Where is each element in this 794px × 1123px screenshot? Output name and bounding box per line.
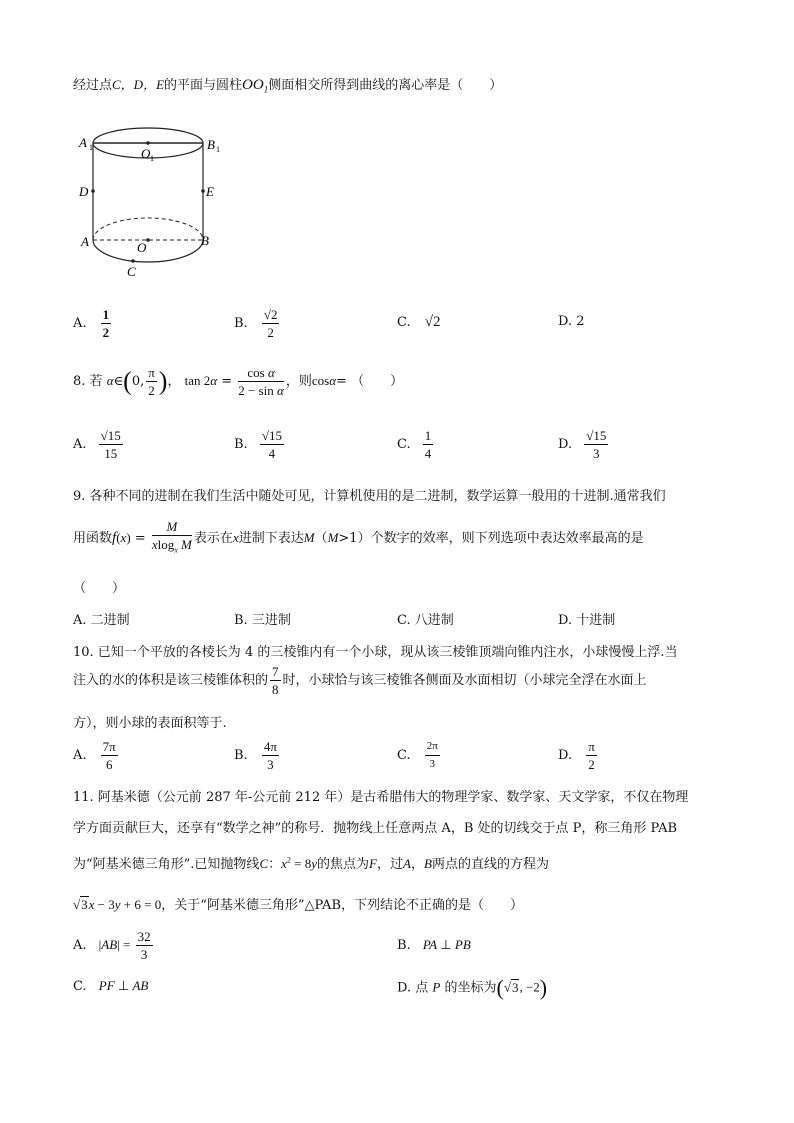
label-a1: A: [79, 135, 87, 150]
q11-option-c[interactable]: C. PF ⊥ AB: [73, 978, 149, 994]
label-c: C: [127, 264, 136, 279]
q9-line3: （ ）: [73, 581, 126, 596]
q8-option-a[interactable]: A. $\frac{√15}{15}$: [73, 428, 121, 461]
q7-option-d[interactable]: D. 2: [558, 314, 585, 329]
label-o: O: [137, 240, 147, 255]
q11-line4: √3x − 3y + 6 = 0，关于“阿基米德三角形”△PAB，下列结论不正确的是（ ）: [73, 897, 524, 913]
q7-stem: 经过点C，D，E的平面与圆柱$OO_1$侧面相交所得到曲线的离心率是（ ）: [73, 77, 503, 95]
q11-line1: 11. 阿基米德（公元前 287 年-公元前 212 年）是古希腊伟大的物理学家、数学家、天文学家，不仅在物理: [73, 790, 689, 805]
q8-option-d[interactable]: D. $\frac{√15}{3}$: [558, 428, 607, 461]
cylinder-figure: [75, 110, 225, 285]
q7-option-b[interactable]: B. $\frac{√2}{2}$: [234, 307, 278, 340]
label-a: A: [81, 234, 89, 249]
q9-option-d[interactable]: D. 十进制: [558, 613, 616, 628]
q9-option-a[interactable]: A. 二进制: [73, 613, 130, 628]
q9-line2: 用函数f(x) = $\frac{M}{xlog_x M}$ 表示在x进制下表达M（M>1）个数字的效率，则下列选项中表达效率最高的是: [73, 519, 644, 555]
q10-option-d[interactable]: D. $\frac{\pi}{2}$: [558, 739, 595, 772]
label-e: E: [206, 184, 214, 199]
q10-option-b[interactable]: B. $\frac{4\pi}{3}$: [234, 739, 277, 772]
svg-text:1: 1: [216, 145, 220, 154]
label-o1: O: [141, 146, 151, 161]
q7-option-a[interactable]: A. $\frac{1}{2}$: [73, 307, 110, 340]
q10-line2: 注入的水的体积是该三棱锥体积的 $\frac{7}{8}$ 时，小球恰与该三棱锥各侧面及水面相切（小球完全浮在水面上: [73, 664, 647, 697]
q9-option-c[interactable]: C. 八进制: [397, 613, 454, 628]
q8-stem: 8. 若 α∈(0, $\frac{\pi}{2}$ )， tan 2α = $\frac{\text{cos α}}{\text{2 − sin α}}$ ，则cosα= （ ）: [73, 365, 404, 398]
q8-option-b[interactable]: B. $\frac{√15}{4}$: [234, 428, 282, 461]
q9-line1: 9. 各种不同的进制在我们生活中随处可见，计算机使用的是二进制，数学运算一般用的十进制.通常我们: [73, 489, 666, 504]
q11-line2: 学方面贡献巨大，还享有“数学之神”的称号．抛物线上任意两点 A，B 处的切线交于点 P，称三角形 PAB: [73, 821, 678, 836]
q8-option-c[interactable]: C. $\frac{1}{4}$: [397, 428, 432, 461]
label-b1: B: [207, 137, 215, 152]
label-b: B: [201, 233, 209, 248]
q11-line3: 为“阿基米德三角形”.已知抛物线C：$x^2 = 8y$的焦点为F，过A，B两点的直线的方程为: [73, 855, 549, 872]
label-d: D: [79, 184, 89, 199]
svg-text:1: 1: [89, 143, 93, 152]
q11-option-a[interactable]: A. |AB| = $\frac{32}{3}$: [73, 929, 151, 962]
q7-option-c[interactable]: C. √2: [397, 314, 441, 330]
q11-option-d[interactable]: D. 点 P 的坐标为(√3, −2): [397, 975, 548, 1000]
q9-option-b[interactable]: B. 三进制: [234, 613, 291, 628]
q10-line1: 10. 已知一个平放的各棱长为 4 的三棱锥内有一个小球，现从该三棱锥顶端向锥内注水，小球慢慢上浮.当: [73, 645, 678, 660]
q10-option-a[interactable]: A. $\frac{7\pi}{6}$: [73, 739, 116, 772]
svg-text:1: 1: [150, 154, 154, 163]
q11-option-b[interactable]: B. PA ⊥ PB: [397, 937, 471, 953]
q10-line3: 方），则小球的表面积等于.: [73, 716, 227, 731]
q10-option-c[interactable]: C. $\frac{2\pi}{3}$: [397, 740, 438, 770]
